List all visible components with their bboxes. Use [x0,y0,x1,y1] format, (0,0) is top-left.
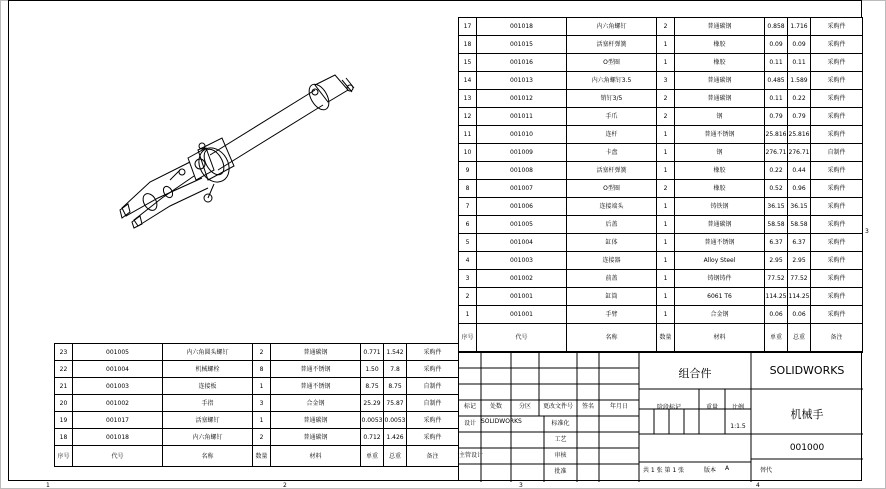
bom-cell: 7 [459,198,477,216]
bom-row [55,361,459,378]
bom-cell: 0.11 [765,90,788,108]
bom-cell: 1.50 [361,361,384,378]
bom-cell: 001005 [477,216,567,234]
bom-cell: 11 [459,126,477,144]
bom-cell: 14 [459,72,477,90]
bom-cell: 1 [657,126,675,144]
bom-cell: 5 [459,234,477,252]
bom-header-cell: 材料 [271,446,361,467]
bom-header-cell: 总重 [788,324,811,353]
bom-cell: 连接器 [567,252,657,270]
bom-cell: 合金钢 [271,395,361,412]
bom-cell: 18 [459,36,477,54]
bom-cell: 8 [459,180,477,198]
bom-cell: 普通碳钢 [271,412,361,429]
bom-cell: 0.96 [788,180,811,198]
bom-cell: 2 [459,288,477,306]
rev-header-mark: 标记 [463,403,476,410]
bom-row [55,344,459,361]
bom-row [459,162,863,180]
bom-cell: 普通不锈钢 [271,378,361,395]
bom-cell: 6.37 [765,234,788,252]
bom-cell: 20 [55,395,73,412]
bom-cell: 1 [657,144,675,162]
bom-table-left [54,343,459,467]
bom-cell: 铸铁钢 [675,198,765,216]
bom-cell: 1 [657,198,675,216]
bom-cell: 001012 [477,90,567,108]
bom-cell: 0.22 [788,90,811,108]
bom-row [459,108,863,126]
bom-row [459,72,863,90]
bom-cell: 普通碳钢 [271,344,361,361]
software-label: SOLIDWORKS [769,364,845,377]
bom-cell: 活塞螺钉 [163,412,253,429]
bom-cell: 18 [55,429,73,446]
zone-label-bottom-3: 3 [519,482,523,489]
bom-cell: 内六角圆头螺钉 [163,344,253,361]
bom-cell: 001002 [73,395,163,412]
bom-header-cell: 备注 [407,446,459,467]
bom-cell: 自制件 [811,144,863,162]
rev-header-zone: 分区 [518,403,531,410]
bom-cell: 1.716 [788,18,811,36]
bom-cell: 6 [459,216,477,234]
bom-cell: 36.15 [788,198,811,216]
bom-header-cell: 数量 [253,446,271,467]
bom-header-row [55,446,459,467]
rev-header-date: 年月日 [609,403,628,410]
bom-cell: 6.37 [788,234,811,252]
bom-cell: 23 [55,344,73,361]
bom-cell: 114.25 [765,288,788,306]
bom-cell: 内六角螺钉 [567,18,657,36]
bom-cell: 连接端头 [567,198,657,216]
bom-cell: 内六角螺钉3.5 [567,72,657,90]
sign-design-label: 设计 [463,420,476,427]
bom-cell: 001002 [477,270,567,288]
bom-row [459,252,863,270]
bom-row [55,378,459,395]
bom-row [459,90,863,108]
rev-header-count: 处数 [489,403,502,410]
sign-design-value: SOLIDWORKS [481,418,522,425]
bom-cell: 1.542 [384,344,407,361]
bom-row [459,54,863,72]
bom-header-cell: 名称 [163,446,253,467]
bom-cell: 2 [657,180,675,198]
bom-cell: 8.75 [361,378,384,395]
bom-cell: 采购件 [811,252,863,270]
bom-cell: 001003 [477,252,567,270]
bom-row [459,288,863,306]
bom-cell: 001004 [477,234,567,252]
bom-cell: 机械螺栓 [163,361,253,378]
bom-cell: 75.87 [384,395,407,412]
bom-cell: 001010 [477,126,567,144]
bom-cell: 1 [657,162,675,180]
bom-row [459,234,863,252]
bom-cell: Alloy Steel [675,252,765,270]
bom-cell: 采购件 [811,90,863,108]
bom-cell: 采购件 [811,288,863,306]
bom-header-cell: 序号 [459,324,477,353]
bom-cell: 001005 [73,344,163,361]
bom-cell: 0.79 [788,108,811,126]
bom-header-cell: 代号 [73,446,163,467]
zone-label-bottom-2: 2 [283,482,287,489]
bom-cell: 1 [253,412,271,429]
bom-cell: 0.22 [765,162,788,180]
bom-row [459,36,863,54]
bom-row [459,270,863,288]
bom-cell: 8 [253,361,271,378]
bom-header-cell: 总重 [384,446,407,467]
bom-cell: 采购件 [407,412,459,429]
bom-cell: 后盖 [567,216,657,234]
bom-cell: 2 [657,18,675,36]
bom-cell: 0.09 [765,36,788,54]
bom-cell: 采购件 [407,429,459,446]
bom-cell: 001007 [477,180,567,198]
bom-header-cell: 名称 [567,324,657,353]
bom-cell: 8.75 [384,378,407,395]
bom-cell: 22 [55,361,73,378]
bom-cell: 9 [459,162,477,180]
bom-cell: 手臂 [567,306,657,324]
bom-cell: 15 [459,54,477,72]
bom-cell: 1 [657,54,675,72]
rev-header-doc: 更改文件号 [542,403,573,410]
bom-cell: 276.71 [765,144,788,162]
bom-cell: 1 [657,306,675,324]
bom-cell: 7.8 [384,361,407,378]
title-block [458,351,862,481]
bom-cell: 1 [657,216,675,234]
bom-cell: 橡胶 [675,180,765,198]
bom-cell: 1 [657,234,675,252]
bom-header-cell: 单重 [765,324,788,353]
bom-cell: O型圈 [567,180,657,198]
bom-cell: 0.44 [788,162,811,180]
bom-cell: 3 [459,270,477,288]
bom-cell: 普通碳钢 [675,72,765,90]
bom-cell: 001013 [477,72,567,90]
bom-cell: 采购件 [811,18,863,36]
scale-value: 1:1.5 [730,423,746,430]
bom-cell: 普通不锈钢 [675,234,765,252]
bom-cell: 采购件 [811,270,863,288]
bom-cell: 橡胶 [675,54,765,72]
bom-cell: 58.58 [765,216,788,234]
bom-cell: 2 [657,90,675,108]
sign-process-label: 工艺 [554,436,567,443]
bom-cell: 10 [459,144,477,162]
bom-row [55,429,459,446]
bom-cell: 合金钢 [675,306,765,324]
bom-cell: 21 [55,378,73,395]
bom-header-cell: 单重 [361,446,384,467]
bom-cell: 25.29 [361,395,384,412]
bom-cell: 001015 [477,36,567,54]
bom-cell: 3 [253,395,271,412]
bom-cell: 1 [657,252,675,270]
bom-row [459,18,863,36]
bom-cell: 2 [253,429,271,446]
bom-cell: 铸钢铸件 [675,270,765,288]
scale-header: 比例 [731,404,744,411]
bom-cell: 0.485 [765,72,788,90]
sign-chief-label: 主管设计 [459,452,484,459]
bom-cell: 25.816 [788,126,811,144]
bom-cell: 橡胶 [675,36,765,54]
sign-approve-label: 批准 [554,468,567,475]
bom-cell: 手指 [163,395,253,412]
sign-standard-label: 标准化 [551,420,570,427]
replace-label: 替代 [759,467,772,474]
bom-cell: 自制件 [407,395,459,412]
version-value: A [724,465,730,472]
bom-cell: 活塞杆弹簧 [567,36,657,54]
bom-cell: 0.11 [788,54,811,72]
bom-cell: 连接板 [163,378,253,395]
bom-header-cell: 代号 [477,324,567,353]
bom-cell: 橡胶 [675,162,765,180]
bom-cell: 普通碳钢 [675,216,765,234]
bom-cell: 1 [459,306,477,324]
bom-cell: 13 [459,90,477,108]
bom-cell: 采购件 [811,54,863,72]
bom-cell: 1.426 [384,429,407,446]
zone-label-bottom-4: 4 [756,482,760,489]
bom-row [459,180,863,198]
bom-cell: 36.15 [765,198,788,216]
bom-cell: 001017 [73,412,163,429]
bom-cell: 活塞杆弹簧 [567,162,657,180]
bom-cell: 77.52 [788,270,811,288]
bom-cell: 25.816 [765,126,788,144]
bom-cell: 缸体 [567,234,657,252]
bom-cell: 0.09 [788,36,811,54]
bom-cell: 钢 [675,144,765,162]
bom-header-row [459,324,863,353]
bom-cell: 采购件 [811,36,863,54]
bom-cell: 12 [459,108,477,126]
bom-cell: 内六角螺钉 [163,429,253,446]
bom-cell: 001004 [73,361,163,378]
bom-cell: 77.52 [765,270,788,288]
bom-cell: 0.79 [765,108,788,126]
bom-cell: 1.589 [788,72,811,90]
bom-cell: 19 [55,412,73,429]
bom-cell: 普通碳钢 [675,18,765,36]
bom-header-cell: 备注 [811,324,863,353]
bom-row [459,306,863,324]
bom-cell: 0.712 [361,429,384,446]
bom-cell: 普通碳钢 [675,90,765,108]
bom-cell: 前盖 [567,270,657,288]
bom-cell: 2.95 [788,252,811,270]
bom-cell: 缸筒 [567,288,657,306]
bom-cell: 276.71 [788,144,811,162]
rev-header-sign: 签名 [581,403,594,410]
bom-cell: 采购件 [811,216,863,234]
bom-cell: 销钉3/5 [567,90,657,108]
bom-cell: 3 [657,72,675,90]
bom-row [459,216,863,234]
bom-cell: 001006 [477,198,567,216]
stage-header: 阶段标记 [656,404,681,411]
bom-cell: 普通不锈钢 [271,361,361,378]
bom-cell: 卡盘 [567,144,657,162]
bom-cell: 采购件 [811,108,863,126]
bom-cell: 采购件 [811,72,863,90]
bom-cell: 采购件 [811,162,863,180]
bom-cell: 1 [253,378,271,395]
bom-cell: 普通不锈钢 [675,126,765,144]
bom-cell: 普通碳钢 [271,429,361,446]
assembly-label: 组合件 [678,367,712,380]
bom-row [55,395,459,412]
bom-cell: 001018 [73,429,163,446]
bom-cell: 4 [459,252,477,270]
bom-cell: 1 [657,270,675,288]
bom-cell: 001009 [477,144,567,162]
bom-cell: 采购件 [811,180,863,198]
bom-cell: 0.771 [361,344,384,361]
zone-label-bottom-1: 1 [46,482,50,489]
bom-cell: 001011 [477,108,567,126]
bom-cell: 001001 [477,288,567,306]
drawing-number: 001000 [789,443,825,453]
bom-cell: 采购件 [811,306,863,324]
bom-cell: 0.858 [765,18,788,36]
bom-cell: 0.11 [765,54,788,72]
bom-cell: 2.95 [765,252,788,270]
bom-header-cell: 数量 [657,324,675,353]
drawing-name: 机械手 [790,408,824,421]
bom-row [55,412,459,429]
bom-cell: 采购件 [811,198,863,216]
gripper-isometric-drawing [110,70,370,240]
bom-cell: 0.06 [788,306,811,324]
bom-cell: 0.06 [765,306,788,324]
bom-cell: 采购件 [407,344,459,361]
bom-header-cell: 序号 [55,446,73,467]
bom-cell: 连杆 [567,126,657,144]
bom-cell: 自制件 [407,378,459,395]
zone-label-right-1: 3 [865,228,869,235]
version-label: 版本 [703,467,716,474]
sheet-count: 共 1 张 第 1 张 [643,467,685,474]
bom-cell: 6061 T6 [675,288,765,306]
bom-header-cell: 材料 [675,324,765,353]
bom-cell: 2 [253,344,271,361]
bom-cell: 58.58 [788,216,811,234]
weight-header: 重量 [705,404,718,411]
bom-cell: 001003 [73,378,163,395]
bom-cell: 采购件 [811,234,863,252]
bom-cell: 采购件 [811,126,863,144]
sign-review-label: 审核 [554,452,567,459]
bom-row [459,144,863,162]
bom-cell: 001018 [477,18,567,36]
bom-cell: 2 [657,108,675,126]
bom-cell: 114.25 [788,288,811,306]
bom-cell: 0.0053 [361,412,384,429]
bom-cell: 001008 [477,162,567,180]
bom-cell: 手爪 [567,108,657,126]
bom-cell: 1 [657,288,675,306]
bom-cell: 0.0053 [384,412,407,429]
bom-cell: 001001 [477,306,567,324]
bom-cell: 17 [459,18,477,36]
bom-cell: 0.52 [765,180,788,198]
bom-table-right [458,17,863,353]
bom-row [459,198,863,216]
bom-cell: 采购件 [407,361,459,378]
bom-row [459,126,863,144]
bom-cell: 001016 [477,54,567,72]
bom-cell: O型圈 [567,54,657,72]
bom-cell: 1 [657,36,675,54]
bom-cell: 钢 [675,108,765,126]
